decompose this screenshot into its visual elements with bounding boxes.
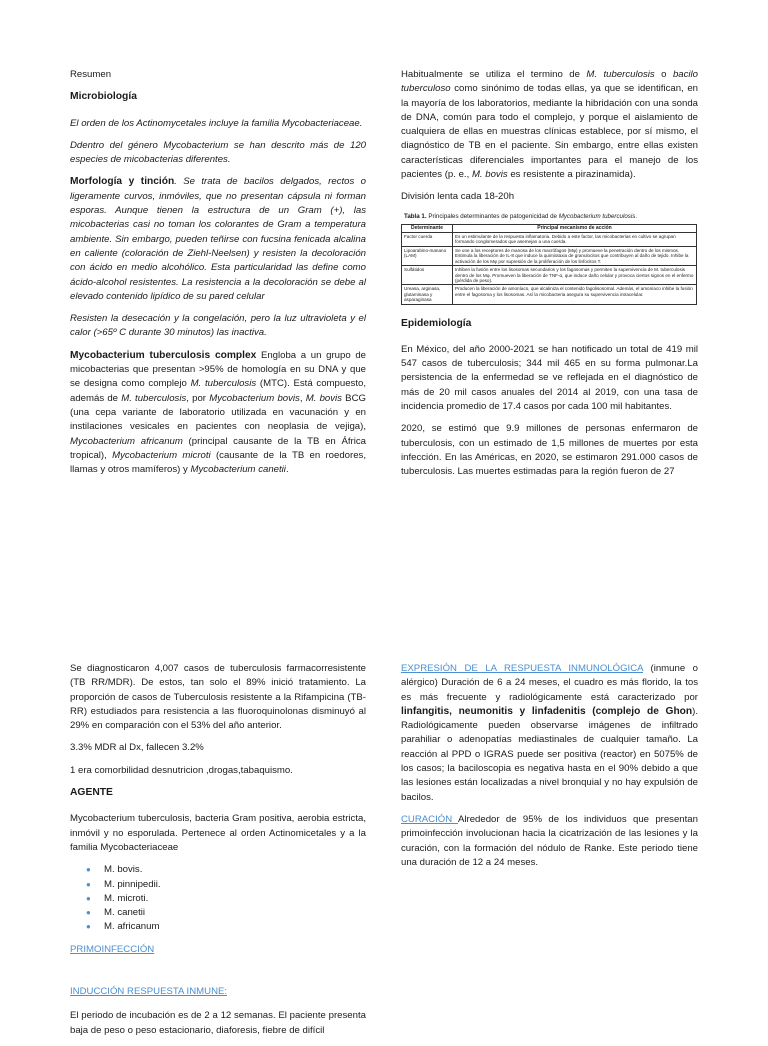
table-cell: Ureasa, arginasa, glutaminasa y asparaginasa xyxy=(402,285,453,304)
mtc-species: Mycobacterium africanum xyxy=(70,435,183,447)
table-header-row xyxy=(402,224,697,232)
table-caption-text: Principales determinantes de patogenicidad de xyxy=(426,212,559,220)
paragraph-morfologia xyxy=(70,175,366,304)
table-caption-text: . xyxy=(635,212,638,220)
expresion-text: (inmune o alérgico) Duración de 6 a 24 meses, el cuadro es más florido, la tos es más frecuente y radiológicamente está caracterizado por xyxy=(401,663,699,703)
paragraph-expresion xyxy=(401,662,698,805)
mtc-text: , por xyxy=(186,392,210,404)
column-bottom-left xyxy=(70,662,366,1046)
column-top-left xyxy=(70,68,366,485)
termino-text: es resistente a pirazinamida). xyxy=(507,169,636,181)
list-item: ● M. bovis. xyxy=(104,863,366,877)
table-cell: Sulfátidos xyxy=(402,266,453,285)
curacion-text: Alrededor de 95% de los individuos que presentan primoinfección involucionan hacia la cicatrización de las lesiones y la curación, con la formación del nódulo de Ranke. Este periodo tiene una duración de 12 a 24 meses. xyxy=(401,813,698,868)
table-cell: Inhiben la fusión entre los lisosomas secundarios y los fagosomas y permiten la supervivencia de M. tuberculosis dentro de los Mφ. Promueven la liberación de TNF-α, que induce daño celular y provoca ciertos signos en el enfermo (pérdida de peso). xyxy=(453,266,697,285)
table-cell: Es un estimulante de la respuesta inflamatoria. Debido a este factor, las micobacterias en cultivo se agrupan formando conglomerados que asemejan a una cuerda. xyxy=(453,233,697,247)
termino-text: como sinónimo de todas ellas, ya que se identifican, en la mayoría de los laboratorios, mediante la hibridación con una sonda de DNA, común para todo el complejo, y porque el aislamiento de cualquiera de ellas en muestras clínicas establece, por sí mismo, el diagnóstico de TB en el paciente. Sin embargo, entre ellas existen características diferenciales importantes para el manejo de los pacientes (p. e., xyxy=(401,83,698,181)
termino-species: M. tuberculosis xyxy=(586,69,655,80)
termino-text: Habitualmente se utiliza el termino de xyxy=(401,69,587,80)
table-cell: Lipoarabino-manano (LAM) xyxy=(402,246,453,265)
table-header-cell: Principal mecanismo de acción xyxy=(453,224,697,232)
table-caption xyxy=(404,213,698,221)
paragraph-mtc xyxy=(70,349,366,478)
heading-microbiologia: Microbiología xyxy=(70,91,137,103)
induccion-link[interactable]: INDUCCIÓN RESPUESTA INMUNE: xyxy=(70,986,228,998)
table-caption-label: Tabla 1. xyxy=(404,212,427,220)
mtc-text: BCG (una cepa variante de laboratorio utilizada en vacunación y en instilaciones vesicales en pacientes con neoplasia de vejiga), xyxy=(70,392,366,433)
list-item: ● M. africanum xyxy=(104,920,366,934)
paragraph-curacion xyxy=(401,813,698,870)
table-cell: Se une a los receptores de manosa de los macrófagos (Mφ) y promueve la penetración dentro de los mismos. Estimula la liberación de IL-8 que induce la quimiotaxia de granulocitos que contribuyen al daño de tejido. Inhibe la activación de los Mφ por supresión de la proliferación de los linfocitos T. xyxy=(453,246,697,265)
termino-species: M. bovis xyxy=(471,169,508,181)
summary-label: Resumen xyxy=(70,69,112,80)
paragraph-2020: 2020, se estimó que 9.9 millones de personas enfermaron de tuberculosis, con un estimado de 1,5 millones de muertes por esta infección. En las Américas, en 2020, se estimaron 291.000 casos de tuberculosis. Las muertes estimadas para la región fueron de 27 xyxy=(401,423,698,478)
table-row xyxy=(402,233,697,247)
mtc-species: Mycobacterium bovis xyxy=(209,392,300,404)
mtc-species: M. tuberculosis xyxy=(121,392,187,404)
morfologia-text: . Se trata de bacilos delgados, rectos o ligeramente curvos, inmóviles, que no presentan cápsula ni forman esporas. Aunque tienen la estructura de un Gram (+), las micobacterias casi no toman los colorantes de Gram a temperatura ambiente. Sin embargo, pueden teñirse con fucsina fenicada alcalina en caliente (coloración de Ziehl-Neelsen) y resisten la decoloración con ácido en medio alcohólico. Esta particularidad las define como ácido-alcohol resistentes. La resistencia a la decoloración se debe al elevado contenido lipídico de su pared celular xyxy=(70,176,367,302)
expresion-text: ). Radiológicamente pueden observarse imágenes de infiltrado parahiliar o adenopatías mediastinales de cualquier tamaño. La reacción al PPD o IGRAS puede ser positiva (reactor) en 5075% de los casos; la baciloscopia es negativa hasta en el 90% debido a que las lesiones están localizadas a nivel bronquial y no hay expulsión de bacilos. xyxy=(401,705,698,803)
paragraph-mexico: En México, del año 2000-2021 se han notificado un total de 419 mil 547 casos de tuberculosis; 344 mil 465 en su forma pulmonar.La persistencia de la enfermedad se ve reflejada en el diagnóstico de más de 20 mil casos anuales del 2014 al 2019, con una tasa de incidencia promedio de 17.4 casos por cada 100 mil habitantes. xyxy=(401,343,698,413)
heading-epidemiologia: Epidemiología xyxy=(401,317,472,329)
paragraph-incubacion: El periodo de incubación es de 2 a 12 semanas. El paciente presenta baja de peso o peso estacionario, diaforesis, fiebre de difícil xyxy=(70,1010,366,1036)
mtc-species: Mycobacterium microti xyxy=(112,449,211,461)
table-row xyxy=(402,246,697,265)
primoinfeccion-link[interactable]: PRIMOINFECCIÓN xyxy=(70,943,155,955)
paragraph-termino xyxy=(401,68,698,182)
expresion-bold: linfangitis, neumonitis y linfadenitis (complejo de Ghon xyxy=(401,705,693,717)
mtc-text: Engloba a un grupo de micobacterias que presentan >95% de homología en su DNA y que se designa como complejo xyxy=(70,349,366,390)
mtc-species: M. bovis xyxy=(305,392,342,404)
mtc-title: Mycobacterium tuberculosis complex xyxy=(70,349,257,361)
heading-agente: AGENTE xyxy=(70,787,113,799)
mtc-text: (principal causante de la TB en África tropical), xyxy=(70,435,366,461)
termino-text: o xyxy=(654,69,673,80)
paragraph-farmacorresistente: Se diagnosticaron 4,007 casos de tuberculosis farmacorresistente (TB RR/MDR). De estos, tan solo el 89% inició tratamiento. La proporción de casos de Tuberculosis resistente a la Rifampicina (TB-RR) estudiados para resistencia a las fluoroquinolonas disminuyó al 29% en comparación con el 53% del año anterior. xyxy=(70,663,366,732)
mtc-text: (MTC). Está compuesto, además de xyxy=(70,378,367,404)
expresion-link[interactable]: EXPRESIÓN DE LA RESPUESTA INMUNOLÓGICA xyxy=(401,663,644,674)
table-row xyxy=(402,285,697,304)
paragraph-comorbilidad: 1 era comorbilidad desnutricion ,drogas,tabaquismo. xyxy=(70,764,293,776)
species-list xyxy=(70,863,366,934)
column-bottom-right xyxy=(401,662,698,878)
mtc-text: . xyxy=(285,464,289,476)
division-note: División lenta cada 18-20h xyxy=(401,191,515,203)
table-row xyxy=(402,266,697,285)
paragraph-resistencia: Resisten la desecación y la congelación, pero la luz ultravioleta y el calor (>65º C durante 30 minutos) las inactiva. xyxy=(70,313,366,339)
morfologia-title: Morfología y tinción xyxy=(70,176,175,188)
table-cell: Producen la liberación de amoníaco, que alcaliniza el contenido fagolisosomal. Además, el amoníaco inhibe la fusión entre el fagosoma y los lisosomas. Así la micobacteria asegura su supervivencia intracelular. xyxy=(453,285,697,304)
paragraph-actinomycetales: El orden de los Actinomycetales incluye la familia Mycobacteriaceae. xyxy=(70,117,363,129)
column-top-right xyxy=(401,68,698,488)
list-item: ● M. canetii xyxy=(104,906,366,920)
paragraph-mdr: 3.3% MDR al Dx, fallecen 3.2% xyxy=(70,742,204,754)
mtc-text: , xyxy=(299,392,306,404)
table-caption-species: Mycobacterium tuberculosis xyxy=(558,212,636,220)
table-header-cell: Determinante xyxy=(402,224,453,232)
mtc-text: (causante de la TB en roedores, llamas y otros mamíferos) y xyxy=(70,449,366,476)
paragraph-species: Ddentro del género Mycobacterium se han descrito más de 120 especies de micobacterias diferentes. xyxy=(70,139,366,166)
mtc-species: Mycobacterium canetii xyxy=(190,464,286,476)
termino-species: bacilo tuberculoso xyxy=(401,69,699,95)
curacion-link[interactable]: CURACIÓN xyxy=(401,813,458,825)
list-item: ● M. pinnipedii. xyxy=(104,878,366,892)
table-cell: Factor cuerda xyxy=(402,233,453,247)
mtc-species: M. tuberculosis xyxy=(190,378,257,390)
pathogenicity-table xyxy=(401,224,697,305)
paragraph-agente: Mycobacterium tuberculosis, bacteria Gram positiva, aerobia estricta, inmóvil y no esporulada. Pertenece al orden Actinomicetales y a la familia Mycobacteriaceae xyxy=(70,813,366,853)
list-item: ● M. microti. xyxy=(104,892,366,906)
